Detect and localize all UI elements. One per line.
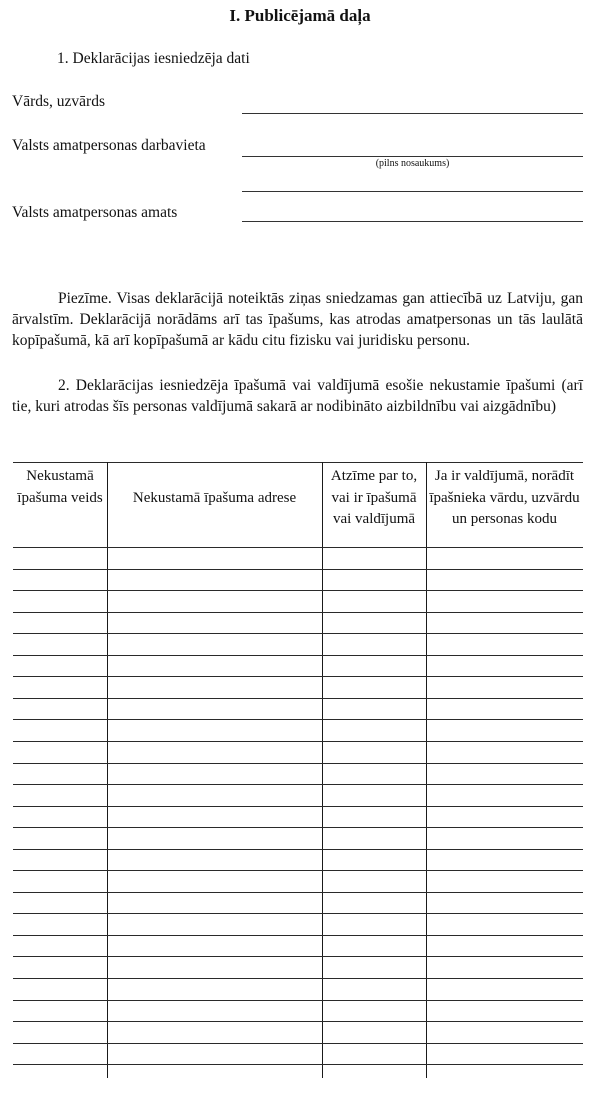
table-row[interactable] (13, 870, 583, 892)
column-header-type: Nekustamā īpašuma veids (17, 468, 103, 506)
table-row[interactable] (13, 784, 583, 806)
table-row[interactable] (13, 1000, 583, 1022)
table-row[interactable] (13, 827, 583, 849)
table-row[interactable] (13, 913, 583, 935)
table-row[interactable] (13, 741, 583, 763)
name-field[interactable] (242, 113, 583, 114)
table-row[interactable] (13, 612, 583, 634)
workplace-caption: (pilns nosaukums) (375, 158, 450, 169)
table-row[interactable] (13, 698, 583, 720)
table-row[interactable] (13, 935, 583, 957)
table-row[interactable] (13, 1043, 583, 1065)
section-2-heading: 2. Deklarācijas iesniedzēja īpašumā vai valdījumā esošie nekustamie īpašumi (arī tie, kuri atrodas šīs personas valdījumā sakarā ar nodibināto aizbildnību vai aizgādnību) (12, 377, 583, 415)
table-row[interactable] (13, 763, 583, 785)
table-row[interactable] (13, 569, 583, 591)
table-row[interactable] (13, 1021, 583, 1043)
column-header-owner-details: Ja ir valdījumā, norādīt īpašnieka vārdu, uzvārdu un personas kodu (429, 468, 580, 527)
page-title: I. Publicējamā daļa (229, 6, 371, 25)
real-estate-table (13, 462, 583, 1078)
table-row[interactable] (13, 806, 583, 828)
table-row[interactable] (13, 719, 583, 741)
position-field[interactable] (242, 221, 583, 222)
table-row[interactable] (13, 655, 583, 677)
note-paragraph: Piezīme. Visas deklarācijā noteiktās ziņas sniedzamas gan attiecībā uz Latviju, gan ārvalstīm. Deklarācijā norādāms arī tas īpašums, kas atrodas amatpersonas un tās laulātā kopīpašumā, kā arī kopīpašumā ar kādu citu fizisku vai juridisku personu. (12, 290, 583, 349)
table-row[interactable] (13, 676, 583, 698)
table-row[interactable] (13, 892, 583, 914)
table-row[interactable] (13, 547, 583, 569)
table-row[interactable] (13, 849, 583, 871)
table-row[interactable] (13, 590, 583, 612)
row-line (13, 1064, 583, 1065)
workplace-field-continued[interactable] (242, 191, 583, 192)
table-row[interactable] (13, 956, 583, 978)
position-label: Valsts amatpersonas amats (12, 204, 178, 221)
section-1-heading: 1. Deklarācijas iesniedzēja dati (57, 50, 250, 67)
name-label: Vārds, uzvārds (12, 93, 105, 110)
workplace-label: Valsts amatpersonas darbavieta (12, 137, 206, 154)
table-row[interactable] (13, 978, 583, 1000)
table-row[interactable] (13, 633, 583, 655)
column-header-address: Nekustamā īpašuma adrese (132, 490, 297, 506)
workplace-field[interactable] (242, 156, 583, 157)
table-top-border (13, 462, 583, 463)
column-header-ownership-mark: Atzīme par to, vai ir īpašumā vai valdījumā (330, 468, 418, 527)
